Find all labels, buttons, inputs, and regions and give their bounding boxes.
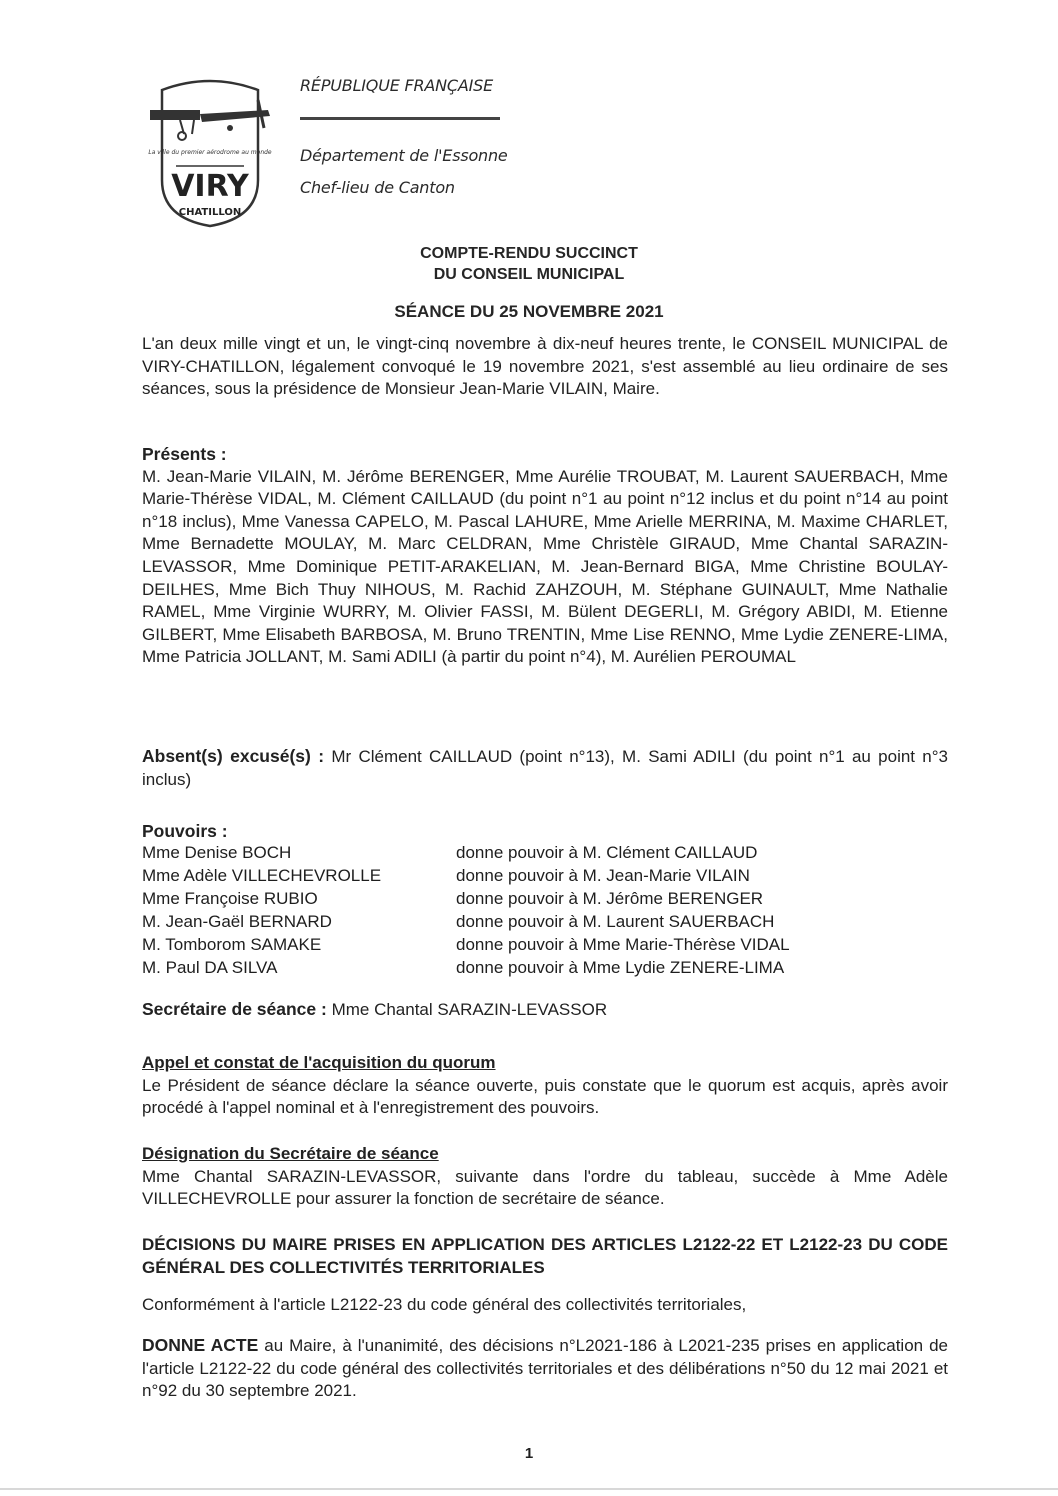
pouvoir-row (142, 935, 948, 957)
department-label: Département de l'Essonne (300, 146, 508, 165)
absents-text: Mr Clément CAILLAUD (point n°13), M. Sami ADILI (du point n°1 au point n°3 inclus) (142, 747, 948, 789)
page-number: 1 (524, 1445, 534, 1462)
secretaire-label: Secrétaire de séance : (142, 999, 327, 1019)
secretaire-text: Mme Chantal SARAZIN-LEVASSOR (326, 1000, 608, 1019)
designation-heading: Désignation du Secrétaire de séance (142, 1144, 439, 1163)
logo-arc-text: La ville du premier aérodrome au monde (148, 149, 272, 156)
logo-text: VIRY (171, 169, 249, 204)
header-divider (300, 117, 500, 120)
pouvoir-name: M. Paul DA SILVA (142, 958, 278, 977)
viry-chatillon-logo (140, 70, 280, 230)
intro-paragraph: L'an deux mille vingt et un, le vingt-cinq novembre à dix-neuf heures trente, le CONSEIL MUNICIPAL de VIRY-CHATILLON, légalement convoqué le 19 novembre 2021, s'est assemblé au lieu ordinaire de ses séances, sous la présidence de Monsieur Jean-Marie VILAIN, Maire. (142, 334, 948, 399)
pouvoir-recipient: donne pouvoir à M. Clément CAILLAUD (456, 843, 758, 862)
pouvoir-row (142, 866, 948, 888)
page-bottom-edge (0, 1488, 1058, 1490)
appel-heading: Appel et constat de l'acquisition du quorum (142, 1053, 496, 1072)
pouvoir-name: Mme Adèle VILLECHEVROLLE (142, 866, 382, 885)
pouvoirs-label-block (142, 820, 948, 843)
pouvoir-name: Mme Françoise RUBIO (142, 889, 318, 908)
pouvoir-recipient: donne pouvoir à Mme Marie-Thérèse VIDAL (456, 935, 790, 954)
appel-text: Le Président de séance déclare la séance ouverte, puis constate que le quorum est acquis, après avoir procédé à l'appel nominal et à l'enregistrement des pouvoirs. (142, 1075, 948, 1118)
presents-label: Présents : (142, 444, 227, 464)
pouvoir-row (142, 889, 948, 911)
pouvoir-recipient: donne pouvoir à M. Laurent SAUERBACH (456, 912, 775, 931)
decisions-heading: DÉCISIONS DU MAIRE PRISES EN APPLICATION DES ARTICLES L2122-22 ET L2122-23 DU CODE GÉNÉRAL DES COLLECTIVITÉS TERRITORIALES (142, 1235, 948, 1277)
conformement-text: Conformément à l'article L2122-23 du code général des collectivités territoriales, (142, 1295, 747, 1314)
presents-list: M. Jean-Marie VILAIN, M. Jérôme BERENGER, Mme Aurélie TROUBAT, M. Laurent SAUERBACH, Mme Marie-Thérèse VIDAL, M. Clément CAILLAUD (du point n°1 au point n°12 inclus et du point n°14 au point n°18 inclus), Mme Vanessa CAPELO, M. Pascal LAHURE, Mme Arielle MERRINA, M. Maxime CHARLET, Mme Bernadette MOULAY, M. Marc CELDRAN, Mme Christèle GIRAUD, Mme Chantal SARAZIN-LEVASSOR, Mme Dominique PETIT-ARAKELIAN, M. Jean-Bernard BIGA, Mme Christine BOULAY-DEILHES, Mme Bich Thuy NIHOUS, M. Rachid ZAHZOUH, M. Stéphane GUINAULT, Mme Nathalie RAMEL, Mme Virginie WURRY, M. Olivier FASSI, M. Bülent DEGERLI, M. Grégory ABIDI, M. Etienne GILBERT, Mme Elisabeth BARBOSA, M. Bruno TRENTIN, Mme Lise RENNO, Mme Lydie ZENERE-LIMA, Mme Patricia JOLLANT, M. Sami ADILI (à partir du point n°4), M. Aurélien PEROUMAL (142, 466, 948, 667)
pouvoirs-label: Pouvoirs : (142, 821, 228, 841)
donne-acte-label: DONNE ACTE (142, 1335, 259, 1355)
absents-section (142, 745, 948, 791)
pouvoir-recipient: donne pouvoir à M. Jean-Marie VILAIN (456, 866, 750, 885)
designation-text: Mme Chantal SARAZIN-LEVASSOR, suivante dans l'ordre du tableau, succède à Mme Adèle VILLECHEVROLLE pour assurer la fonction de secrétaire de séance. (142, 1166, 948, 1209)
donne-acte-section (142, 1334, 948, 1403)
secretaire-section (142, 998, 948, 1022)
presents-section (142, 443, 948, 669)
designation-section (142, 1143, 948, 1211)
absents-label: Absent(s) excusé(s) : (142, 746, 325, 766)
pouvoir-row (142, 958, 948, 980)
pouvoir-name: M. Tomborom SAMAKE (142, 935, 322, 954)
logo-subtext: CHATILLON (178, 207, 242, 218)
pouvoir-name: M. Jean-Gaël BERNARD (142, 912, 332, 931)
pouvoir-row (142, 912, 948, 934)
donne-acte-text: au Maire, à l'unanimité, des décisions n°L2021-186 à L2021-235 prises en application de l'article L2122-22 du code général des collectivités territoriales et des délibérations n°50 du 12 mai 2021 et n°92 du 30 septembre 2021. (142, 1336, 948, 1401)
pouvoir-row (142, 843, 948, 865)
chef-lieu-label: Chef-lieu de Canton (300, 178, 455, 197)
title-line-2: DU CONSEIL MUNICIPAL (433, 266, 625, 283)
title-line-1: COMPTE-RENDU SUCCINCT (420, 245, 638, 262)
appel-section (142, 1052, 948, 1120)
pouvoir-recipient: donne pouvoir à M. Jérôme BERENGER (456, 889, 764, 908)
republic-heading: RÉPUBLIQUE FRANÇAISE (300, 76, 494, 95)
seance-date-title: SÉANCE DU 25 NOVEMBRE 2021 (394, 302, 664, 321)
pouvoir-name: Mme Denise BOCH (142, 843, 292, 862)
pouvoir-recipient: donne pouvoir à Mme Lydie ZENERE-LIMA (456, 958, 785, 977)
